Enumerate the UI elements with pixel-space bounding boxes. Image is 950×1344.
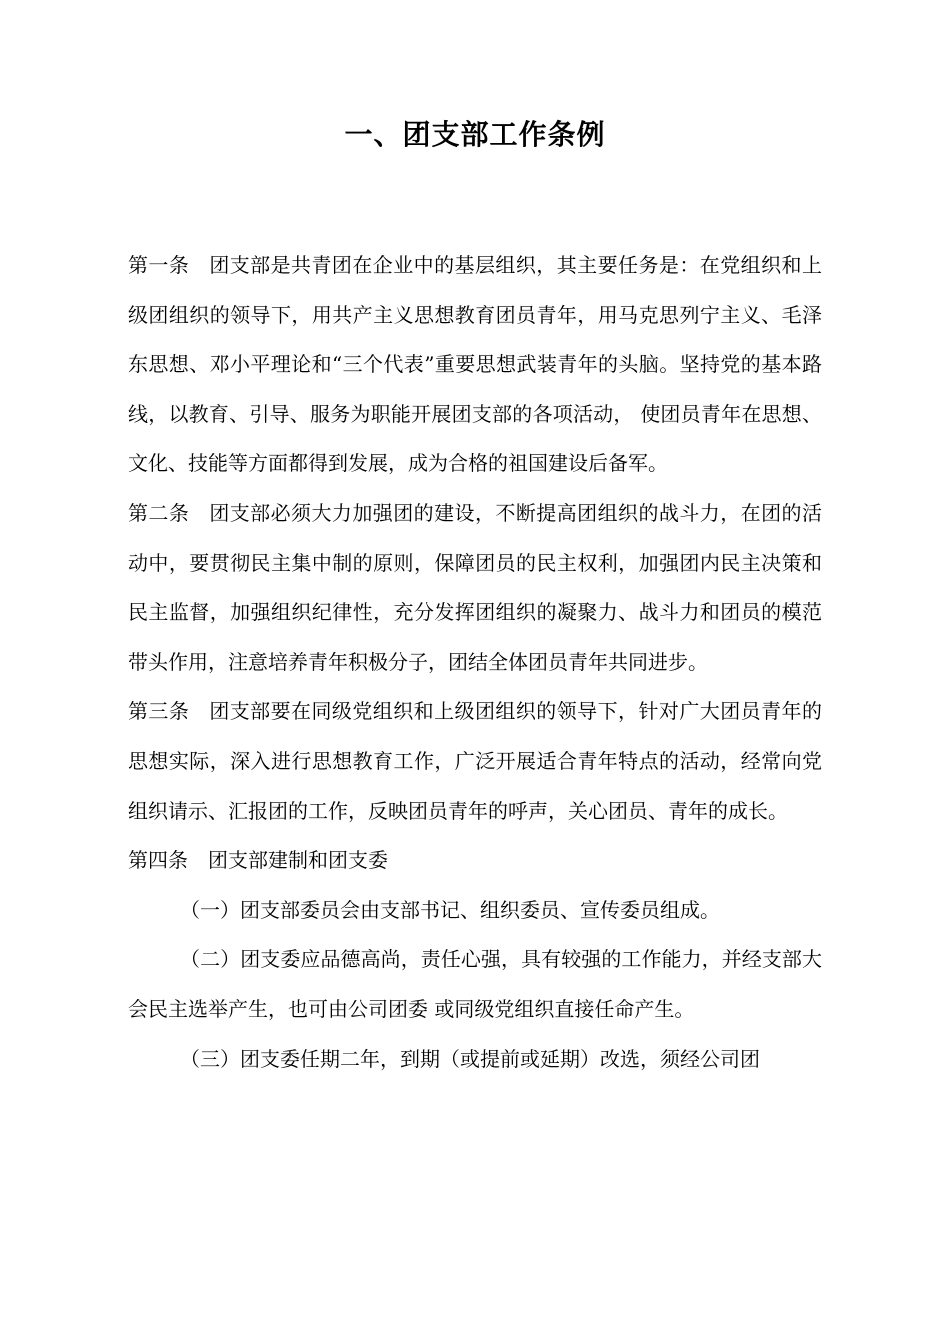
article-4 <box>128 836 822 886</box>
article-1-number: 第一条 <box>128 253 190 277</box>
article-2-number: 第二条 <box>128 500 190 525</box>
article-4-item-3: （三）团支委任期二年，到期（或提前或延期）改选，须经公司团 <box>180 1046 760 1071</box>
article-4-item-1: （一）团支部委员会由支部书记、组织委员、宣传委员组成。 <box>180 897 720 922</box>
article-3-number: 第三条 <box>128 699 190 724</box>
article-1 <box>128 241 822 489</box>
article-3 <box>128 687 822 836</box>
article-4-text: 团支部建制和团支委 <box>208 848 388 873</box>
article-2-text: 团支部必须大力加强团的建设，不断提高团组织的战斗力，在团的活动中，要贯彻民主集中制的原则，保障团员的民主权利，加强团内民主决策和民主监督，加强组织纪律性，充分发挥团组织的凝聚力、战斗力和团员的模范带头作用，注意培养青年积极分子，团结全体团员青年共同进步。 <box>128 500 822 674</box>
article-1-text: 团支部是共青团在企业中的基层组织，其主要任务是：在党组织和上级团组织的领导下，用共产主义思想教育团员青年，用马克思列宁主义、毛泽东思想、邓小平理论和“三个代表”重要思想武装青年的头脑。坚持党的基本路线，以教育、引导、服务为职能开展团支部的各项活动， 使团员青年在思想、文化、技能等方面都得到发展，成为合格的祖国建设后备军。 <box>128 253 822 476</box>
article-3-text: 团支部要在同级党组织和上级团组织的领导下，针对广大团员青年的思想实际，深入进行思想教育工作，广泛开展适合青年特点的活动，经常向党组织请示、汇报团的工作，反映团员青年的呼声，关心团员、青年的成长。 <box>128 699 822 823</box>
document-title: 一、团支部工作条例 <box>344 118 606 151</box>
article-2 <box>128 489 822 687</box>
document-body <box>128 241 822 1084</box>
article-4-item-2: （二）团支委应品德高尚，责任心强，具有较强的工作能力，并经支部大会民主选举产生，也可由公司团委 或同级党组织直接任命产生。 <box>128 947 822 1021</box>
article-4-number: 第四条 <box>128 848 188 873</box>
